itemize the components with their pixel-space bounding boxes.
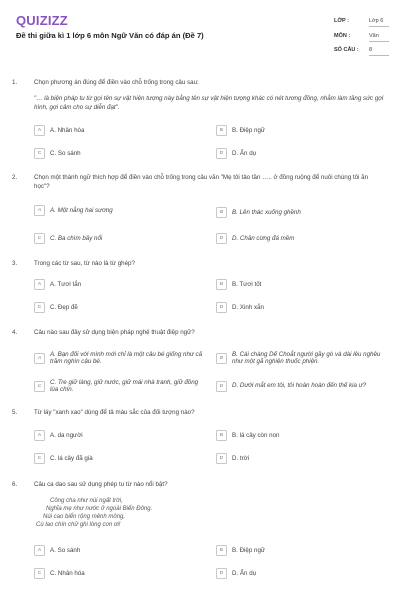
option-letter-box: A	[34, 125, 45, 136]
option-a[interactable]	[34, 544, 204, 557]
option-letter-box: A	[34, 545, 45, 556]
meta-mon-label: MÔN :	[334, 33, 351, 39]
question-number: 1.	[12, 79, 18, 86]
option-c[interactable]	[34, 147, 204, 160]
question-number: 2.	[12, 174, 18, 181]
question-number: 6.	[12, 481, 18, 488]
option-letter-box: C	[34, 568, 45, 579]
option-letter-box: D	[216, 381, 227, 392]
option-text: C. So sánh	[50, 149, 81, 157]
option-d[interactable]	[216, 147, 388, 160]
option-letter-box: A	[34, 353, 45, 364]
option-text: A. Bạn đối với mình mới chỉ là một câu bé giống như cả trăm nghìn cậu bé.	[50, 350, 203, 365]
option-text: C. Tre giữ làng, giữ nước, giữ mái nhà tranh, giữ đồng lúa chín.	[50, 378, 199, 393]
option-letter-box: B	[216, 125, 227, 136]
poem-line: Cù lao chín chữ ghi lòng con ơi!	[36, 522, 121, 528]
worksheet-header	[0, 0, 400, 62]
option-letter-box: B	[216, 430, 227, 441]
option-letter-box: B	[216, 353, 227, 364]
poem-line: Công cha như núi ngất trời,	[50, 498, 123, 504]
option-letter-box: D	[216, 302, 227, 313]
question-text: Từ láy "xanh xao" dùng để tả màu sắc của đối tượng nào?	[34, 409, 195, 416]
option-d[interactable]	[216, 452, 388, 465]
option-b[interactable]	[216, 349, 388, 367]
option-letter-box: D	[216, 568, 227, 579]
meta-lop-value: Lớp 6	[369, 18, 389, 27]
option-letter-box: C	[34, 381, 45, 392]
meta-socau-label: SỐ CÂU :	[334, 47, 359, 53]
option-text: D. Ẩn dụ	[232, 569, 257, 577]
poem-line: Nghĩa mẹ như nước ở ngoài Biển Đông.	[46, 506, 153, 512]
option-d[interactable]	[216, 301, 388, 314]
option-a[interactable]	[34, 124, 204, 137]
option-d[interactable]	[216, 377, 388, 395]
meta-mon-value: Văn	[369, 33, 389, 42]
option-letter-box: C	[34, 148, 45, 159]
option-letter-box: D	[216, 148, 227, 159]
option-text: D. Xinh xắn	[232, 303, 264, 311]
quizizz-logo: QUIZIZZ	[16, 13, 68, 28]
option-d[interactable]	[216, 232, 388, 245]
option-text: D. trời	[232, 454, 250, 462]
option-b[interactable]	[216, 544, 388, 557]
option-c[interactable]	[34, 301, 204, 314]
option-a[interactable]	[34, 429, 204, 442]
question-text: Trong các từ sau, từ nào là từ ghép?	[34, 260, 135, 267]
option-text: A. Tươi tắn	[50, 280, 82, 288]
option-letter-box: D	[216, 453, 227, 464]
option-letter-box: C	[34, 302, 45, 313]
option-text: D. Ẩn dụ	[232, 149, 257, 157]
option-c[interactable]	[34, 232, 204, 245]
option-text: B. lá cây còn non	[232, 431, 280, 439]
option-text: B. Lên thác xuống ghềnh	[232, 208, 301, 216]
meta-lop-label: LỚP :	[334, 18, 349, 24]
option-b[interactable]	[216, 124, 388, 137]
option-c[interactable]	[34, 452, 204, 465]
option-text: D. Chăn cừng đá mềm	[232, 234, 295, 242]
option-letter-box: B	[216, 279, 227, 290]
option-text: C. Ba chìm bảy nổi	[50, 234, 103, 242]
option-text: A. Nhân hóa	[50, 126, 85, 134]
question-text: Câu nào sau đây sử dụng biện pháp nghệ thuật điệp ngữ?	[34, 329, 195, 336]
question-number: 4.	[12, 329, 18, 336]
option-text: A. So sánh	[50, 546, 81, 554]
option-text: C. Nhân hóa	[50, 569, 85, 577]
option-text: B. Điệp ngữ	[232, 546, 266, 554]
option-text: B. Cái chàng Dế Choắt người gầy gò và dài lêu nghêu như một gã nghiện thuốc phiện.	[232, 350, 381, 365]
poem-line: Núi cao biển rộng mênh mông,	[43, 514, 126, 520]
option-letter-box: C	[34, 453, 45, 464]
option-letter-box: A	[34, 430, 45, 441]
question-text: Chọn một thành ngữ thích hợp để điền vào chỗ trống trong câu văn "Mẹ tôi tảo tần ….. ở đồng ruộng để nuôi chúng tôi ăn học"?	[34, 174, 369, 190]
option-letter-box: A	[34, 205, 45, 216]
option-b[interactable]	[216, 429, 388, 442]
option-text: C. lá cây đã già	[50, 454, 93, 462]
question-text: Câu ca dao sau sử dụng phép tu từ nào nổi bật?	[34, 481, 168, 488]
option-text: D. Dưới mắt em tôi, tôi hoàn hoàn đến thế kia ư?	[232, 382, 367, 390]
option-a[interactable]	[34, 349, 204, 367]
document-title: Đề thi giữa kì 1 lớp 6 môn Ngữ Văn có đáp án (Đề 7)	[16, 31, 204, 40]
option-letter-box: A	[34, 279, 45, 290]
option-text: B. Điệp ngữ	[232, 126, 266, 134]
option-c[interactable]	[34, 567, 204, 580]
option-c[interactable]	[34, 377, 204, 395]
question-excerpt: "… là biện pháp tu từ gọi tên sự vật hiện tượng này bằng tên sự vật hiện tượng khác có nét tương đồng, nhằm làm tăng sức gợi hình, gợi cảm cho sự diễn đạt".	[34, 95, 384, 111]
option-a[interactable]	[34, 204, 204, 217]
option-b[interactable]	[216, 278, 388, 291]
option-d[interactable]	[216, 567, 388, 580]
question-number: 5.	[12, 409, 18, 416]
option-a[interactable]	[34, 278, 204, 291]
option-text: A. Một nắng hai sương	[50, 206, 113, 214]
option-text: A. da người	[50, 431, 83, 439]
option-letter-box: D	[216, 233, 227, 244]
option-letter-box: B	[216, 207, 227, 218]
option-b[interactable]	[216, 206, 388, 219]
question-text: Chọn phương án đúng để điền vào chỗ trống trong câu sau:	[34, 79, 199, 86]
option-letter-box: C	[34, 233, 45, 244]
question-number: 3.	[12, 260, 18, 267]
option-text: C. Đẹp đẽ	[50, 303, 78, 311]
meta-socau-value: 8	[369, 47, 389, 56]
option-text: B. Tươi tốt	[232, 280, 262, 288]
option-letter-box: B	[216, 545, 227, 556]
